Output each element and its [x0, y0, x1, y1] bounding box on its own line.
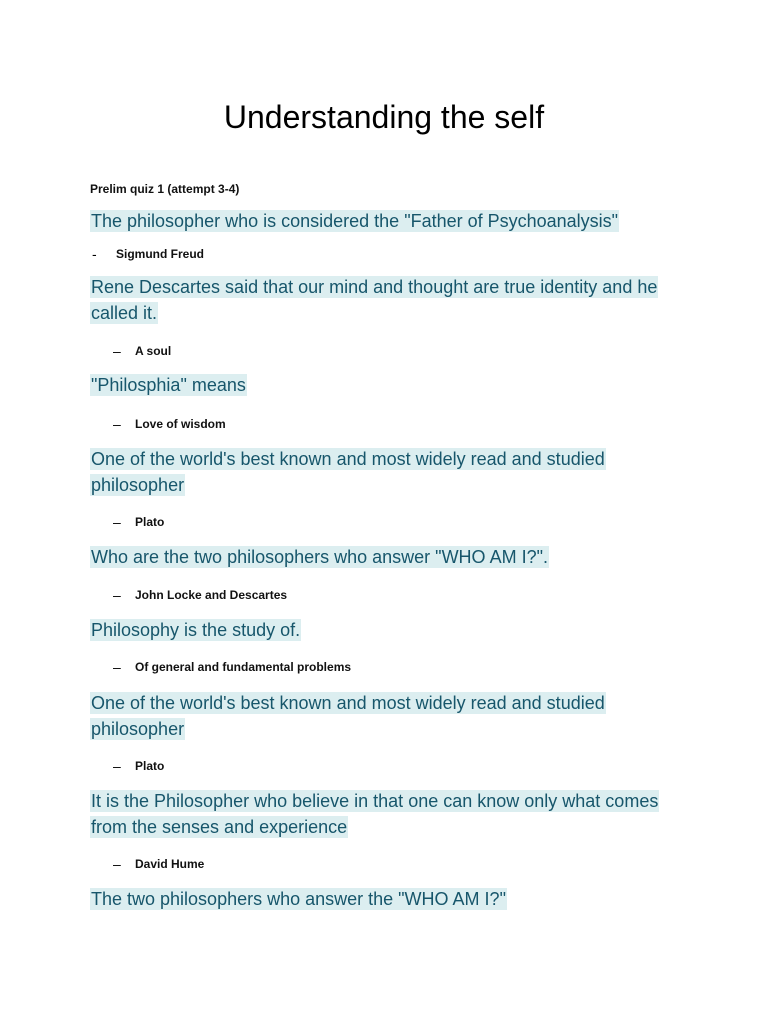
answer-text: David Hume: [135, 857, 205, 871]
answer-text: Sigmund Freud: [116, 247, 204, 261]
question-8: It is the Philosopher who believe in that one can know only what comes from the senses and experience: [91, 791, 659, 837]
answer-2: [113, 342, 171, 360]
bullet-dash: –: [113, 659, 121, 675]
answer-text: John Locke and Descartes: [135, 588, 288, 602]
question-3: "Philosphia" means: [91, 375, 246, 395]
question-6: Philosophy is the study of.: [91, 620, 301, 640]
answer-1: [92, 245, 204, 263]
bullet-dash: –: [113, 514, 121, 530]
question-9: The two philosophers who answer the "WHO AM I?": [91, 889, 506, 909]
answer-text: A soul: [135, 344, 172, 358]
question-2: Rene Descartes said that our mind and thought are true identity and he called it.: [91, 277, 658, 323]
bullet-dash: –: [113, 587, 121, 603]
question-5: Who are the two philosophers who answer "WHO AM I?".: [91, 547, 548, 567]
bullet-dash: –: [113, 856, 121, 872]
bullet-dash: –: [113, 758, 121, 774]
answer-text: Plato: [135, 515, 165, 529]
answer-5: [113, 586, 287, 604]
answer-6: [113, 658, 351, 676]
answer-7: [113, 757, 164, 775]
answer-4: [113, 513, 164, 531]
answer-3: [113, 415, 226, 433]
answer-text: Of general and fundamental problems: [135, 660, 352, 674]
question-7: One of the world's best known and most widely read and studied philosopher: [91, 693, 605, 739]
bullet-dash: -: [92, 246, 97, 262]
document-title: Understanding the self: [223, 99, 545, 135]
question-4: One of the world's best known and most widely read and studied philosopher: [91, 449, 605, 495]
bullet-dash: –: [113, 416, 121, 432]
answer-text: Plato: [135, 759, 165, 773]
quiz-subtitle: Prelim quiz 1 (attempt 3-4): [90, 182, 240, 196]
question-1: The philosopher who is considered the "Father of Psychoanalysis": [91, 211, 619, 231]
bullet-dash: –: [113, 343, 121, 359]
answer-8: [113, 855, 204, 873]
answer-text: Love of wisdom: [135, 417, 226, 431]
